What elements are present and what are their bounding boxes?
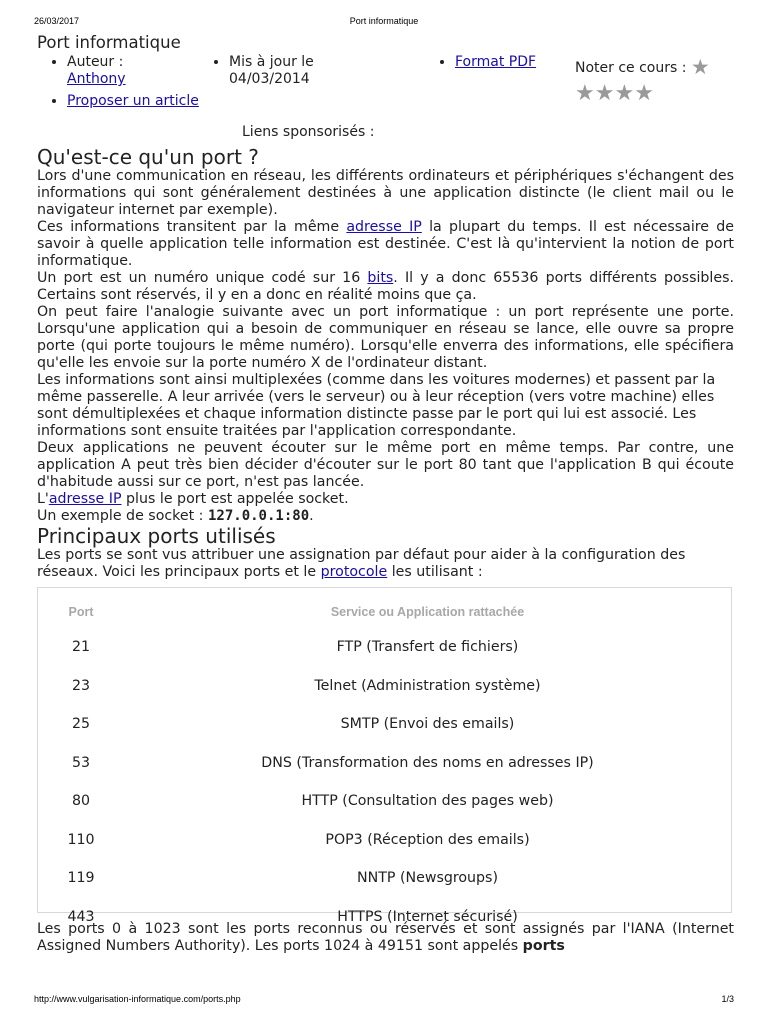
ranges-bold: ports bbox=[522, 938, 565, 954]
print-header bbox=[34, 16, 734, 30]
p3-text-after: . Il y a donc 65536 ports différents possibles. Certains sont réservés, il y en a donc en réalité moins que ça. bbox=[37, 270, 734, 303]
site-title: Port informatique bbox=[37, 33, 181, 52]
cell-port: 25 bbox=[71, 716, 91, 733]
cell-port: 23 bbox=[71, 677, 91, 694]
cell-port: 443 bbox=[67, 908, 95, 925]
print-title: Port informatique bbox=[349, 16, 419, 26]
star-icon-4[interactable]: ★ bbox=[634, 81, 654, 106]
cell-port: 119 bbox=[67, 870, 95, 887]
p7-text-before: L' bbox=[37, 491, 49, 507]
ranges-text: Les ports 0 à 1023 sont les ports reconnus ou réservés et sont assignés par l'IANA (Internet Assigned Numbers Authority). Les ports 1024 à 49151 sont appelés bbox=[37, 921, 734, 954]
ip-address-link-2[interactable]: adresse IP bbox=[48, 491, 122, 507]
meta-author bbox=[67, 54, 217, 88]
cell-port: 21 bbox=[71, 639, 91, 656]
cell-port: 110 bbox=[67, 831, 95, 848]
cell-service: HTTPS (Internet sécurisé) bbox=[337, 908, 518, 925]
paragraph-7 bbox=[37, 491, 734, 508]
cell-service: NNTP (Newsgroups) bbox=[357, 870, 498, 887]
intro-text-before: Les ports se sont vus attribuer une assignation par défaut pour aider à la configuration des réseaux. Voici les principaux ports et le bbox=[37, 547, 686, 580]
rate-label: Noter ce cours : bbox=[575, 60, 687, 76]
print-date: 26/03/2017 bbox=[34, 16, 80, 26]
pdf-link[interactable]: Format PDF bbox=[455, 54, 537, 70]
propose-article-link[interactable]: Proposer un article bbox=[67, 93, 199, 109]
paragraph-6: Deux applications ne peuvent écouter sur le même port en même temps. Par contre, une application A peut très bien décider d'écouter sur le port 80 tant que l'application B qui écoute d'habitude aussi sur ce port, n'est pas lancée. bbox=[37, 440, 734, 490]
print-url: http://www.vulgarisation-informatique.com/ports.php bbox=[34, 994, 241, 1004]
updated-label: Mis à jour le bbox=[229, 54, 314, 70]
paragraph-5: Les informations sont ainsi multiplexées (comme dans les voitures modernes) et passent par la même passerelle. A leur arrivée (vers le serveur) ou à leur réception (vers votre machine) elles sont démultiplexées et chaque information distincte passe par le port qui lui est associé. Les informations sont ensuite traitées par l'application correspondante. bbox=[37, 372, 716, 439]
p7-text-after: plus le port est appelée socket. bbox=[121, 491, 349, 507]
table-row bbox=[38, 705, 731, 744]
article-meta bbox=[37, 54, 734, 146]
intro-text-after: les utilisant : bbox=[387, 564, 483, 580]
ip-address-link[interactable]: adresse IP bbox=[346, 219, 422, 235]
header-port: Port bbox=[68, 605, 94, 619]
cell-service: HTTP (Consultation des pages web) bbox=[301, 793, 554, 810]
table-row bbox=[38, 628, 731, 667]
ports-ranges-paragraph bbox=[37, 921, 734, 955]
star-icon-2[interactable]: ★ bbox=[594, 81, 615, 106]
star-icon-1[interactable]: ★ bbox=[575, 81, 595, 106]
meta-update-list bbox=[199, 54, 379, 93]
table-row bbox=[38, 859, 731, 898]
ports-intro bbox=[37, 547, 734, 581]
table-row bbox=[38, 744, 731, 783]
meta-pdf-list bbox=[425, 54, 555, 76]
table-row bbox=[38, 782, 731, 821]
cell-port: 80 bbox=[71, 793, 91, 810]
p2-text-after: la plupart du temps. Il est nécessaire de savoir à quelle application telle information est destinée. C'est là qu'intervient la notion de port informatique. bbox=[37, 219, 735, 269]
meta-author-list bbox=[37, 54, 217, 115]
ports-table bbox=[38, 596, 731, 936]
rating-box bbox=[575, 55, 735, 106]
paragraph-4: On peut faire l'analogie suivante avec un port informatique : un port représente une porte. Lorsqu'une application qui a besoin de communiquer en réseau se lance, elle ouvre sa propre porte (qui porte toujours le même numéro). Lorsqu'elle enverra des informations, elle spécifiera qu'elle les envoie sur la porte numéro X de l'ordinateur distant. bbox=[37, 304, 734, 371]
section-title-main-ports: Principaux ports utilisés bbox=[37, 524, 276, 548]
p3-text-before: Un port est un numéro unique codé sur 16 bbox=[37, 270, 368, 286]
cell-service: SMTP (Envoi des emails) bbox=[340, 716, 515, 733]
print-footer bbox=[34, 994, 734, 1008]
author-link[interactable]: Anthony bbox=[67, 71, 126, 87]
updated-date: 04/03/2014 bbox=[229, 71, 310, 87]
table-row bbox=[38, 821, 731, 860]
paragraph-1: Lors d'une communication en réseau, les différents ordinateurs et périphériques s'échangent des informations qui sont généralement destinées à une application distincte (le client mail ou le navigateur internet par exemple). bbox=[37, 168, 734, 218]
section-title-what-is-port: Qu'est-ce qu'un port ? bbox=[37, 145, 259, 169]
header-service: Service ou Application rattachée bbox=[330, 605, 525, 619]
cell-service: DNS (Transformation des noms en adresses IP) bbox=[261, 754, 594, 771]
table-row bbox=[38, 667, 731, 706]
cell-port: 53 bbox=[71, 754, 91, 771]
p2-text-before: Ces informations transitent par la même bbox=[37, 219, 347, 235]
star-icon-3[interactable]: ★ bbox=[614, 81, 635, 106]
bits-link[interactable]: bits bbox=[367, 270, 394, 286]
page-content bbox=[37, 32, 734, 955]
meta-propose bbox=[67, 93, 217, 110]
meta-updated bbox=[229, 54, 379, 88]
paragraph-3 bbox=[37, 270, 734, 304]
protocol-link[interactable]: protocole bbox=[320, 564, 388, 580]
meta-pdf bbox=[455, 54, 555, 71]
p8-text-before: Un exemple de socket : bbox=[37, 508, 208, 524]
table-header-row bbox=[38, 596, 731, 628]
ports-table-box bbox=[37, 587, 732, 925]
cell-service: FTP (Transfert de fichiers) bbox=[336, 639, 519, 656]
print-page-number: 1/3 bbox=[721, 994, 734, 1004]
cell-service: Telnet (Administration système) bbox=[314, 677, 541, 694]
paragraph-8 bbox=[37, 508, 734, 525]
cell-service: POP3 (Réception des emails) bbox=[325, 831, 530, 848]
socket-example: 127.0.0.1:80 bbox=[207, 508, 310, 524]
rating-stars bbox=[575, 83, 735, 105]
rate-star-icon[interactable]: ★ bbox=[690, 55, 710, 79]
sponsored-links-label: Liens sponsorisés : bbox=[242, 124, 375, 140]
paragraph-2 bbox=[37, 219, 734, 270]
author-label: Auteur : bbox=[67, 54, 124, 70]
p8-text-after: . bbox=[309, 508, 314, 524]
